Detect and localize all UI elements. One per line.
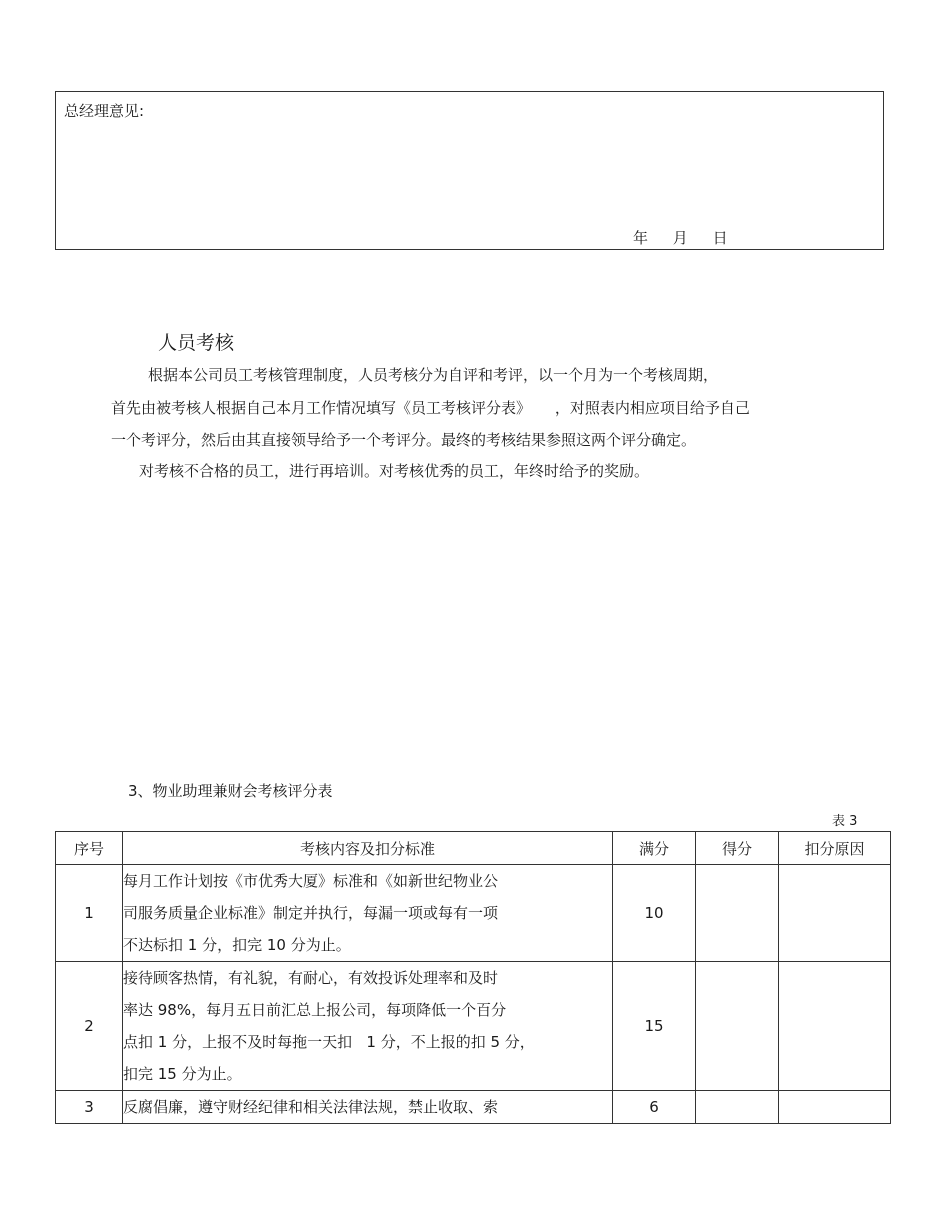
content-line: 每月工作计划按《市优秀大厦》标准和《如新世纪物业公 <box>123 872 499 890</box>
row-reason[interactable] <box>779 865 891 962</box>
content-line: 扣完 15 分为止。 <box>123 1065 242 1083</box>
row-full-score: 10 <box>613 865 696 962</box>
row-no: 2 <box>56 962 123 1091</box>
table-row <box>56 1091 891 1124</box>
row-reason[interactable] <box>779 962 891 1091</box>
content-line: 不达标扣 1 分，扣完 10 分为止。 <box>123 936 351 954</box>
day-label: 日 <box>712 229 728 247</box>
header-score: 得分 <box>696 832 779 865</box>
paragraph-line: 一个考评分，然后由其直接领导给予一个考评分。最终的考核结果参照这两个评分确定。 <box>111 431 697 449</box>
paragraph-line: 首先由被考核人根据自己本月工作情况填写《员工考核评分表》 ，对照表内相应项目给予自己 <box>111 399 750 417</box>
table-caption: 3、物业助理兼财会考核评分表 <box>128 782 333 800</box>
row-reason[interactable] <box>779 1091 891 1124</box>
row-score[interactable] <box>696 1091 779 1124</box>
row-full-score: 15 <box>613 962 696 1091</box>
table-row <box>56 962 891 1091</box>
table-number: 表 3 <box>832 814 858 829</box>
score-table <box>55 831 891 1124</box>
content-line: 反腐倡廉，遵守财经纪律和相关法律法规，禁止收取、索 <box>123 1098 499 1116</box>
row-content <box>123 865 613 962</box>
month-label: 月 <box>672 229 688 247</box>
row-content <box>123 1091 613 1124</box>
row-full-score: 6 <box>613 1091 696 1124</box>
content-line: 接待顾客热情，有礼貌，有耐心，有效投诉处理率和及时 <box>123 969 499 987</box>
general-manager-opinion-box <box>55 91 884 250</box>
header-reason: 扣分原因 <box>779 832 891 865</box>
content-line: 司服务质量企业标准》制定并执行，每漏一项或每有一项 <box>123 904 499 922</box>
date-line <box>633 227 748 248</box>
content-line: 点扣 1 分，上报不及时每拖一天扣 1 分，不上报的扣 5 分， <box>123 1033 535 1051</box>
paragraph-line: 根据本公司员工考核管理制度，人员考核分为自评和考评，以一个月为一个考核周期， <box>148 366 719 384</box>
table-row <box>56 865 891 962</box>
table-header-row <box>56 832 891 865</box>
row-score[interactable] <box>696 962 779 1091</box>
header-full-score: 满分 <box>613 832 696 865</box>
year-label: 年 <box>633 229 649 247</box>
header-content: 考核内容及扣分标准 <box>123 832 613 865</box>
content-line: 率达 98%，每月五日前汇总上报公司，每项降低一个百分 <box>123 1001 507 1019</box>
section-title: 人员考核 <box>158 332 235 354</box>
row-score[interactable] <box>696 865 779 962</box>
paragraph-line: 对考核不合格的员工，进行再培训。对考核优秀的员工，年终时给予的奖励。 <box>139 462 650 480</box>
opinion-label: 总经理意见: <box>64 102 145 120</box>
row-content <box>123 962 613 1091</box>
header-no: 序号 <box>56 832 123 865</box>
row-no: 3 <box>56 1091 123 1124</box>
row-no: 1 <box>56 865 123 962</box>
